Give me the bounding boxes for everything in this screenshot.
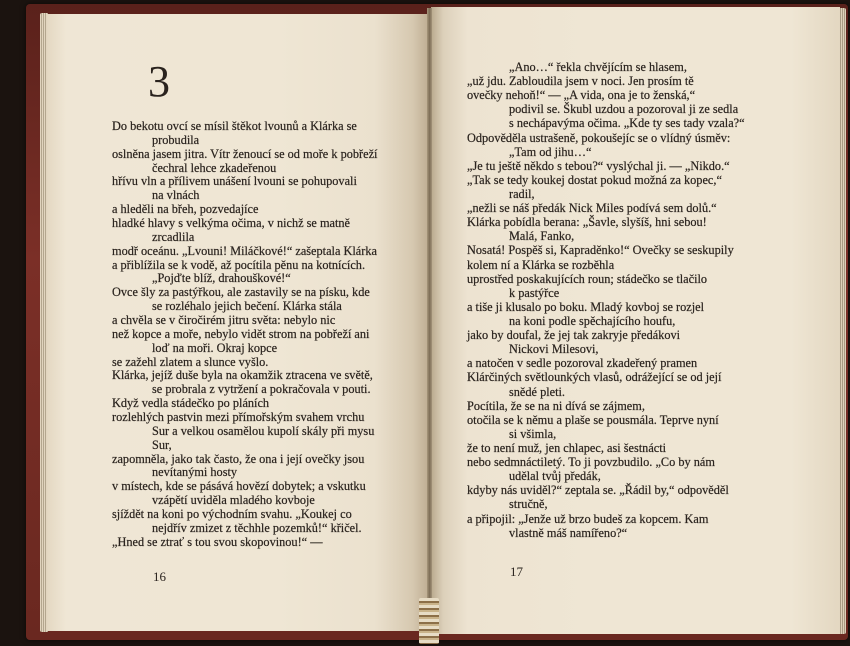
text-line: podivil se. Škubl uzdou a pozoroval ji ze sedla [509, 102, 739, 117]
text-line: stručně, [509, 497, 548, 512]
text-line: a hleděli na břeh, pozvedajíce [112, 202, 259, 217]
text-line: kdyby nás uviděl?“ zeptala se. „Řádil by,“ odpověděl [467, 483, 729, 498]
text-line: a přiblížila se k vodě, až pocítila pěnu na kotnících. [112, 257, 366, 272]
text-line: rozlehlých pastvin mezi přímořským svahem vrchu [112, 410, 365, 425]
text-line: „Hned se ztrať s tou svou skopovinou!“ — [112, 534, 323, 549]
text-line: a připojil: „Jenže už brzo budeš za kopcem. Kam [467, 511, 709, 526]
text-line: hladké hlavy s velkýma očima, v nichž se matně [112, 216, 351, 231]
text-line: vzápětí uviděla mladého kovboje [152, 493, 315, 508]
text-line: Nosatá! Pospěš si, Kapraděnko!“ Ovečky se seskupily [467, 243, 734, 258]
text-line: Sur, [152, 437, 172, 452]
text-line: Klárčiných světlounkých vlasů, odrážející se od její [467, 370, 722, 385]
text-line: oslněna jasem jitra. Vítr ženoucí se od moře k pobřeží [112, 146, 378, 161]
text-line: sjíždět na koni po východním svahu. „Koukej co [112, 507, 352, 522]
text-line: nevítanými hosty [152, 465, 238, 480]
right-page-text [467, 60, 745, 540]
text-line: že to není muž, jen chlapec, asi šestnácti [467, 440, 667, 455]
text-line: se rozléhalo jejich bečení. Klárka stála [152, 299, 342, 314]
text-line: uprostřed poskakujících roun; stádečko se tlačilo [467, 271, 708, 286]
page-number-left: 16 [153, 569, 166, 584]
text-line: modř oceánu. „Lvouni! Miláčkové!“ zašeptala Klárka [112, 243, 377, 258]
text-line: a natočen v sedle pozoroval zkadeřený pramen [467, 356, 698, 371]
text-line: „Tam od jihu…“ [509, 144, 592, 159]
text-line: Ovce šly za pastýřkou, ale zastavily se na písku, kde [112, 285, 370, 300]
text-line: hřívu vln a přílivem unášení lvouni se pohupovali [112, 174, 357, 189]
text-line: se probrala z vytržení a pokračovala v pouti. [152, 382, 371, 397]
text-line: probudila [152, 132, 200, 147]
text-line: s nechápavýma očima. „Kde ty ses tady vzala?“ [509, 116, 745, 131]
text-line: se zažehl zlatem a slunce vyšlo. [112, 354, 269, 369]
text-line: Do bekotu ovcí se mísil štěkot lvounů a Klárka se [112, 119, 357, 133]
text-line: nejdřív zmizet z těchhle pozemků!“ křičel. [152, 520, 362, 535]
text-line: a tiše ji klusalo po boku. Mladý kovboj se rozjel [467, 299, 705, 314]
text-line: Nickovi Milesovi, [509, 342, 599, 357]
text-line: „nežli se náš předák Nick Miles podívá sem dolů.“ [467, 201, 717, 216]
text-line: jako by doufal, že jej tak zakryje předákovi [467, 328, 681, 343]
text-line: „už jdu. Zabloudila jsem v noci. Jen prosím tě [467, 74, 694, 89]
left-page-text [112, 120, 377, 550]
text-line: udělal tvůj předák, [509, 469, 601, 484]
text-line: na koni podle spěchajícího houfu, [509, 313, 676, 328]
text-line: snědé pleti. [509, 384, 566, 399]
text-line: k pastýřce [509, 285, 560, 300]
text-line: radil, [509, 186, 535, 201]
text-line: Klárka, jejíž duše byla na okamžik ztracena ve světě, [112, 368, 373, 383]
text-line: kolem ní a Klárka se rozběhla [467, 257, 615, 272]
text-line: Malá, Fanko, [509, 229, 575, 244]
text-line: si všimla, [509, 426, 557, 441]
text-line: Odpověděla ustrašeně, pokoušejíc se o vlídný úsměv: [467, 130, 731, 145]
text-line: ovečky nehoň!“ — „A vida, ona je to ženská,“ [467, 88, 696, 103]
text-line: čechral lehce zkadeřenou [152, 160, 277, 175]
text-line: v místech, kde se pásává hovězí dobytek; a vskutku [112, 479, 366, 494]
text-line: zapomněla, jako tak často, že ona i její ovečky jsou [112, 451, 365, 466]
text-line: než kopce a moře, nebylo vidět strom na pobřeží ani [112, 326, 370, 341]
text-line: Pocítila, že se na ni dívá se zájmem, [467, 398, 645, 413]
text-line: a chvěla se v čiročirém jitru světa: nebylo nic [112, 313, 336, 328]
text-line: Klárka pobídla berana: „Šavle, slyšíš, hni sebou! [467, 215, 707, 230]
page-number-right: 17 [510, 564, 523, 579]
text-line: nebo sedmnáctiletý. To ji povzbudilo. „Co by nám [467, 455, 715, 470]
text-line: Sur a velkou osamělou kupolí skály při mysu [152, 423, 375, 438]
text-line: „Ano…“ řekla chvějícím se hlasem, [509, 60, 687, 74]
text-line: otočila se k němu a plaše se pousmála. Teprve nyní [467, 412, 719, 427]
chapter-number: 3 [148, 57, 170, 106]
text-line: zrcadlila [152, 229, 195, 244]
text-line: „Tak se tedy koukej dostat pokud možná za kopec,“ [467, 172, 722, 187]
text-line: Když vedla stádečko po pláních [112, 396, 270, 411]
book-gutter [427, 8, 432, 634]
text-line: vlastně máš namířeno?“ [509, 525, 628, 540]
text-line: loď na moři. Okraj kopce [152, 340, 278, 355]
text-line: „Pojďte blíž, drahouškové!“ [152, 271, 291, 286]
text-line: „Je tu ještě někdo s tebou?“ vyslýchal ji. — „Nikdo.“ [467, 158, 730, 173]
text-line: na vlnách [152, 188, 200, 203]
bookmark-ribbon [419, 598, 439, 644]
page-edges-right [839, 8, 846, 634]
